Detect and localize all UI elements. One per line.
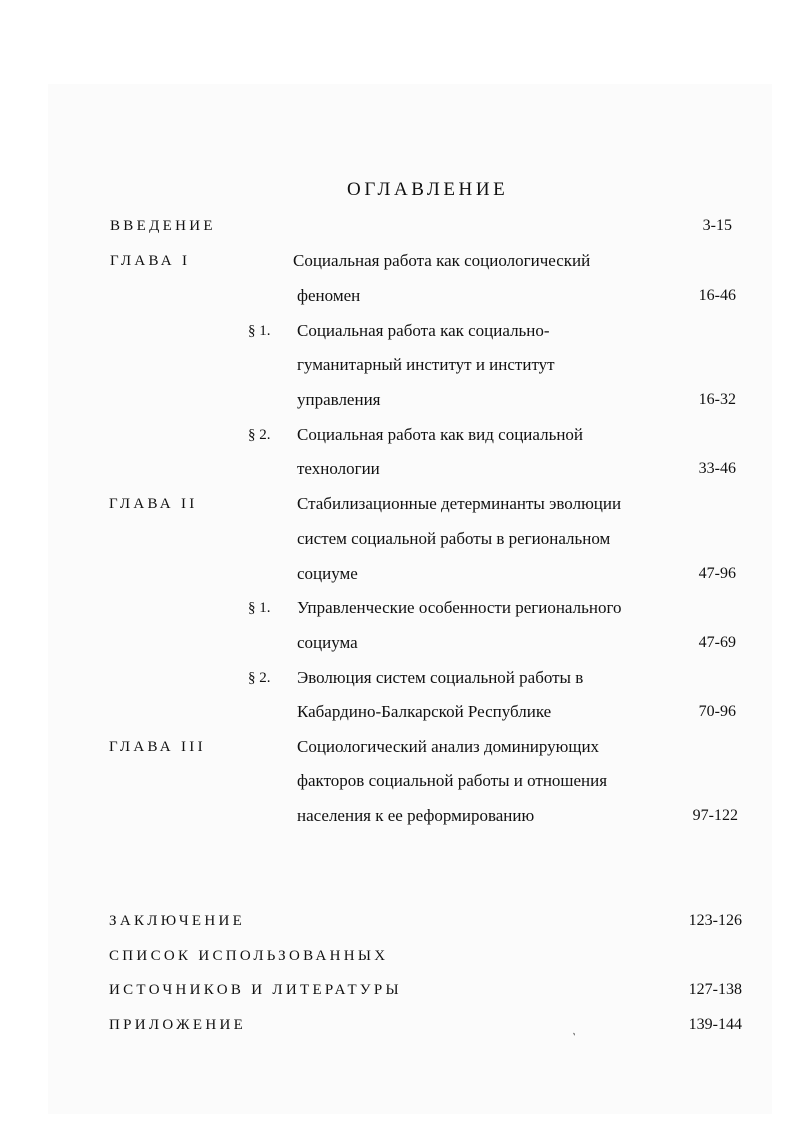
toc-label-sources-line: СПИСОК ИСПОЛЬЗОВАННЫХ [109, 948, 389, 964]
toc-section-title-line: Социальная работа как социально- [297, 321, 550, 340]
toc-label-conclusion: ЗАКЛЮЧЕНИЕ [109, 913, 246, 929]
toc-section-title-line: Эволюция систем социальной работы в [297, 668, 584, 687]
toc-chapter-3-title-line: факторов социальной работы и отношения [297, 771, 608, 790]
toc-pages-conclusion: 123-126 [688, 912, 742, 929]
toc-chapter-2-title-line: Стабилизационные детерминанты эволюции [297, 494, 622, 513]
toc-section-number: § 2. [248, 427, 271, 443]
toc-pages-sources: 127-138 [688, 981, 742, 998]
toc-chapter-1-title-line: Социальная работа как социологический [293, 251, 591, 270]
toc-section-title-line: технологии [297, 459, 380, 478]
toc-label-chapter-1: ГЛАВА I [110, 253, 191, 269]
toc-pages-chapter-3: 97-122 [692, 807, 738, 824]
toc-section-title-line: Управленческие особенности регионального [297, 598, 622, 617]
toc-pages-chapter-2: 47-96 [698, 565, 736, 582]
toc-chapter-3-title-line: Социологический анализ доминирующих [297, 737, 600, 756]
stray-scan-mark: ` [566, 1030, 578, 1044]
toc-section-pages: 70-96 [698, 703, 736, 720]
toc-pages-introduction: 3-15 [702, 217, 732, 234]
toc-section-pages: 33-46 [698, 460, 736, 477]
toc-section-title-line: Кабардино-Балкарской Республике [297, 702, 552, 721]
toc-label-chapter-3: ГЛАВА III [109, 739, 206, 755]
toc-label-sources-line: ИСТОЧНИКОВ И ЛИТЕРАТУРЫ [109, 982, 402, 998]
toc-section-number: § 1. [248, 600, 271, 616]
toc-pages-appendix: 139-144 [688, 1016, 742, 1033]
toc-chapter-2-title-line: социуме [297, 564, 358, 583]
toc-label-appendix: ПРИЛОЖЕНИЕ [109, 1017, 247, 1033]
toc-section-title-line: гуманитарный институт и институт [297, 355, 555, 374]
toc-chapter-1-title-line: феномен [297, 286, 361, 305]
toc-section-pages: 47-69 [698, 634, 736, 651]
toc-section-number: § 1. [248, 323, 271, 339]
toc-section-title-line: управления [297, 390, 381, 409]
toc-label-introduction: ВВЕДЕНИЕ [110, 218, 216, 234]
toc-section-number: § 2. [248, 670, 271, 686]
toc-section-pages: 16-32 [698, 391, 736, 408]
toc-section-title-line: Социальная работа как вид социальной [297, 425, 584, 444]
toc-chapter-2-title-line: систем социальной работы в региональном [297, 529, 611, 548]
toc-section-title-line: социума [297, 633, 358, 652]
toc-chapter-3-title-line: населения к ее реформированию [297, 806, 535, 825]
toc-pages-chapter-1: 16-46 [698, 287, 736, 304]
toc-label-chapter-2: ГЛАВА II [109, 496, 198, 512]
page-title: ОГЛАВЛЕНИЕ [347, 179, 509, 200]
